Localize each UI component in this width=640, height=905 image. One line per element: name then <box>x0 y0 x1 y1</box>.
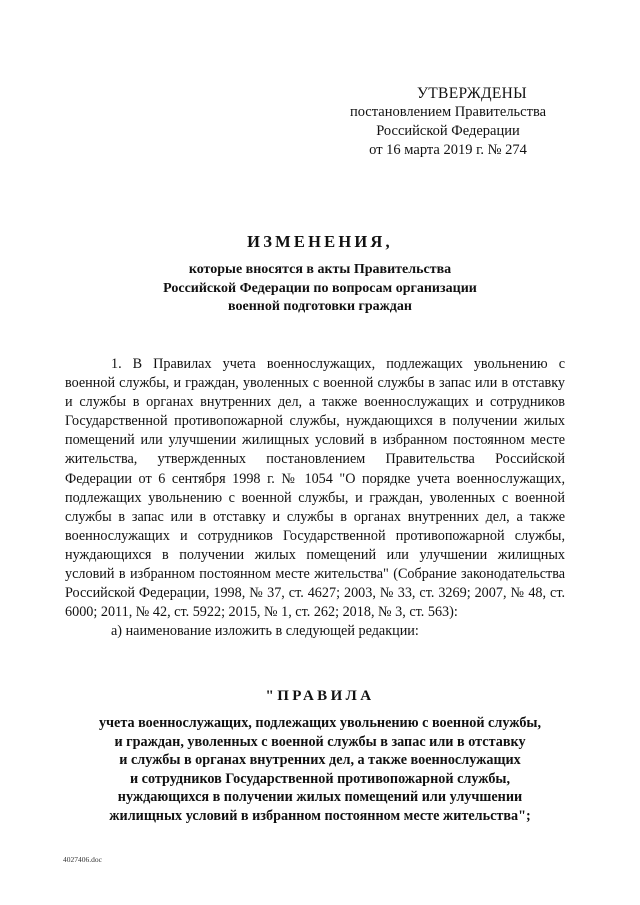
approval-heading: УТВЕРЖДЕНЫ <box>417 85 527 102</box>
approval-stamp <box>328 84 568 160</box>
document-body <box>65 355 565 641</box>
file-name-footer: 4027406.doc <box>63 855 102 864</box>
subtitle-line: Российской Федерации по вопросам организации <box>163 280 477 296</box>
paragraph-1: 1. В Правилах учета военнослужащих, подлежащих увольнению с военной службы, и граждан, уволенных с военной службы в запас или в отставку и службы в органах внутренних дел, а также военнослужащих и сотрудников Государственной противопожарной службы, нуждающихся в получении жилых помещений или улучшении жилищных условий в избранном постоянном месте жительства, утвержденных постановлением Правительства Российской Федерации от 6 сентября 1998 г. № 1054 "О порядке учета военнослужащих, подлежащих увольнению с военной службы, и граждан, уволенных с военной службы в запас или в отставку и службы в органах внутренних дел, а также военнослужащих и сотрудников Государственной противопожарной службы, нуждающихся в получении жилых помещений или улучшении жилищных условий в избранном постоянном месте жительства" (Собрание законодательства Российской Федерации, 1998, № 37, ст. 4627; 2003, № 33, ст. 3269; 2007, № 48, ст. 6000; 2011, № 42, ст. 5922; 2015, № 1, ст. 262; 2018, № 3, ст. 563): <box>65 356 565 621</box>
approval-line-2: Российской Федерации <box>376 123 520 139</box>
rules-subtitle-line: и граждан, уволенных с военной службы в запас или в отставку <box>114 733 526 750</box>
subtitle-line: военной подготовки граждан <box>228 299 412 314</box>
approval-line-3: от 16 марта 2019 г. № 274 <box>369 142 527 158</box>
subtitle-line: которые вносятся в акты Правительства <box>188 262 452 277</box>
rules-subtitle-line: и сотрудников Государственной противопожарной службы, <box>129 770 511 787</box>
approval-line-1: постановлением Правительства <box>349 104 547 120</box>
rules-subtitle-line: жилищных условий в избранном постоянном месте жительства"; <box>109 807 531 824</box>
rules-title: "ПРАВИЛА <box>265 688 375 704</box>
item-a: а) наименование изложить в следующей редакции: <box>111 623 419 640</box>
document-title: ИЗМЕНЕНИЯ, <box>247 232 393 251</box>
document-subtitle <box>60 261 580 317</box>
rules-subtitle-line: нуждающихся в получении жилых помещений или улучшении <box>117 789 523 806</box>
rules-subtitle <box>60 714 580 826</box>
rules-subtitle-line: учета военнослужащих, подлежащих увольнению с военной службы, <box>98 715 542 731</box>
rules-subtitle-line: и службы в органах внутренних дел, а также военнослужащих <box>119 752 521 769</box>
